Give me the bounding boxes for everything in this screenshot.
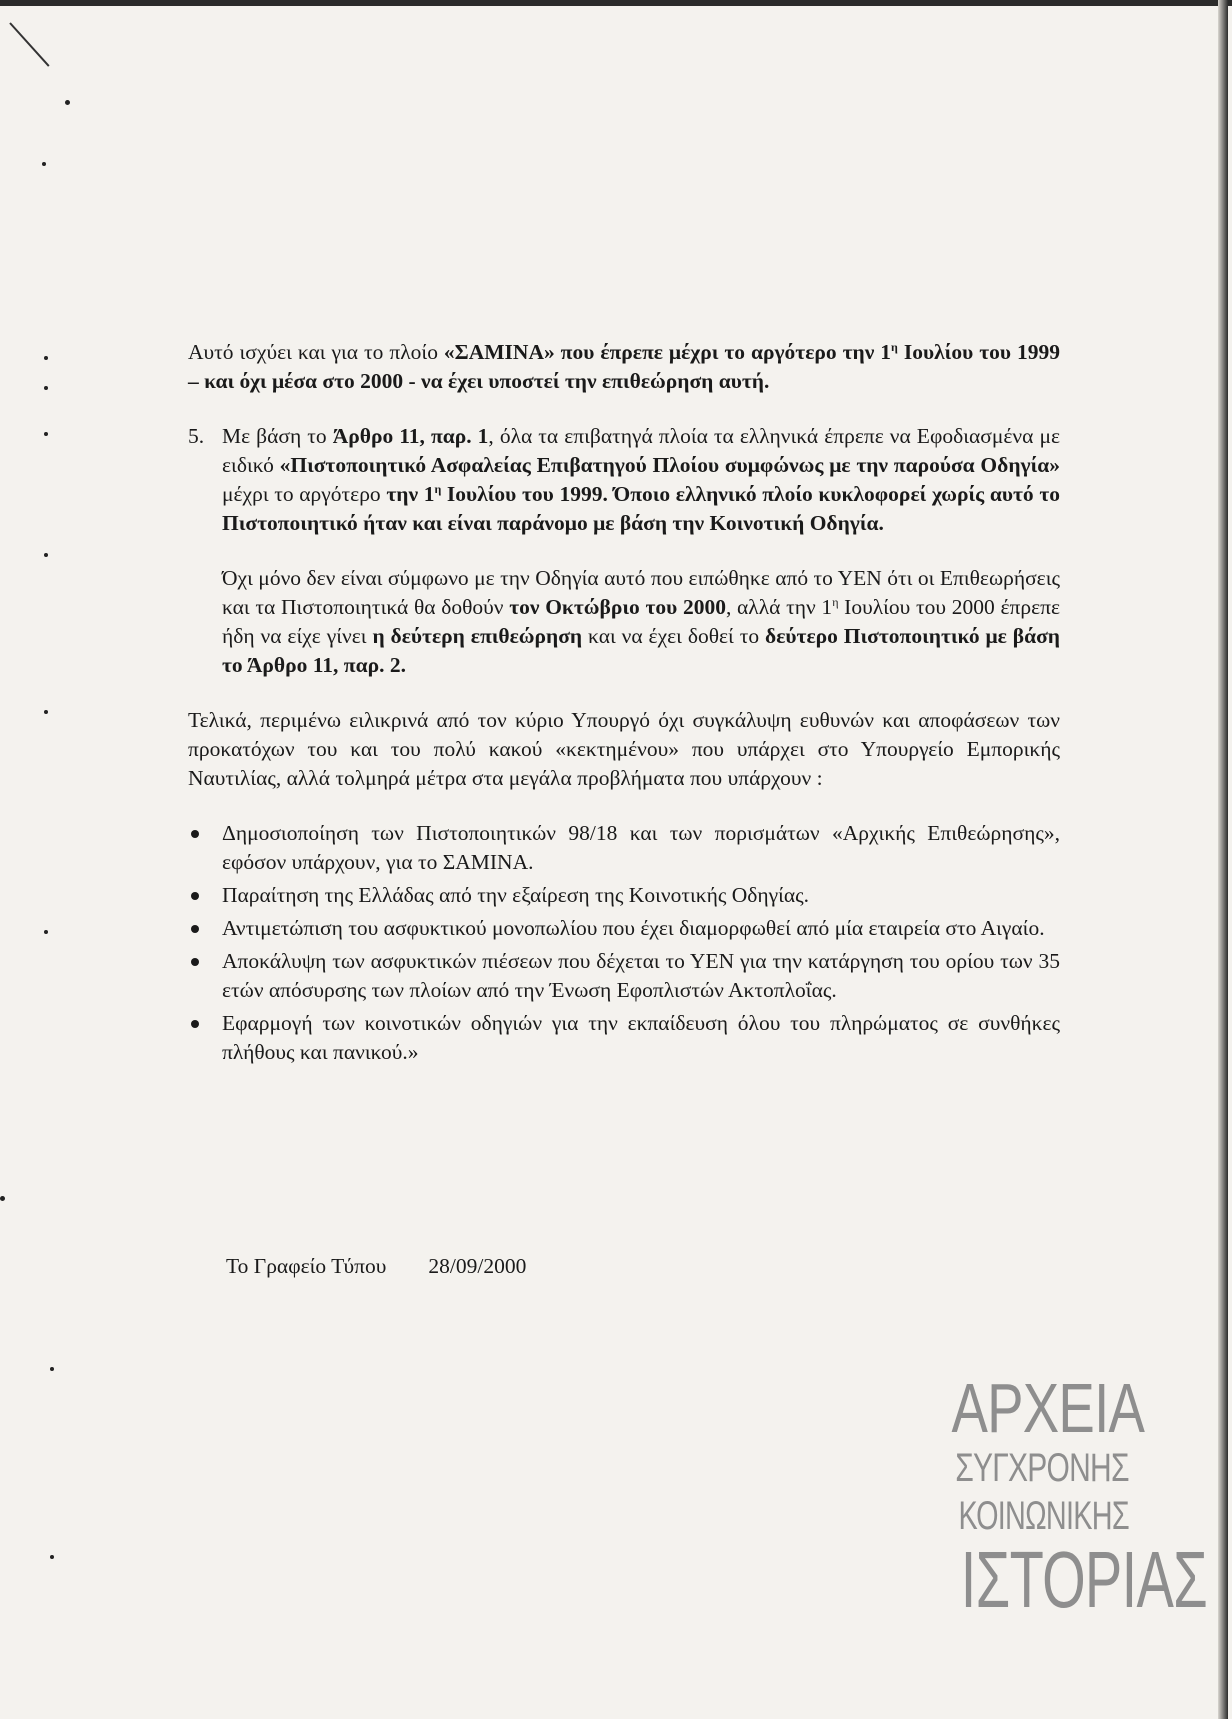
text-run: Ιουλίου του 2000 έπρεπε ήδη να είχε γίνει [222, 595, 1060, 648]
scan-speck [44, 356, 48, 360]
stamp-line-1: ΑΡΧΕΙΑ [951, 1369, 1145, 1447]
scan-speck [50, 1555, 54, 1559]
ordinal-suffix: η [832, 594, 839, 609]
scan-speck [50, 1367, 54, 1371]
archive-stamp [926, 1369, 1208, 1624]
text-run: Αυτό ισχύει και για το πλοίο [188, 340, 444, 364]
scan-border-top [0, 0, 1232, 6]
list-item: Παραίτηση της Ελλάδας από την εξαίρεση της Κοινοτικής Οδηγίας. [188, 881, 1060, 910]
scan-border-right [1218, 0, 1228, 1719]
text-run: Με βάση το [222, 424, 333, 448]
text-run: και να έχει δοθεί το [582, 624, 766, 648]
bold-text: Άρθρο 11, παρ. 1 [332, 424, 489, 448]
letter-body [188, 338, 1060, 1071]
bold-text: τον Οκτώβριο του 2000 [509, 595, 726, 619]
list-item: Εφαρμογή των κοινοτικών οδηγιών για την εκπαίδευση όλου του πληρώματος σε συνθήκες πλήθους και πανικού.» [188, 1009, 1060, 1067]
stamp-line-4: ΙΣΤΟΡΙΑΣ [960, 1535, 1208, 1624]
press-office: Το Γραφείο Τύπου [226, 1254, 387, 1278]
bold-text: Ιουλίου του 1999. Όποιο ελληνικό πλοίο κυκλοφορεί χωρίς αυτό το Πιστοποιητικό ήταν και είναι παράνομο με βάση την Κοινοτική Οδηγία. [222, 482, 1060, 535]
demands-list [188, 819, 1060, 1067]
text-run: μέχρι το αργότερο [222, 482, 387, 506]
paragraph-conclusion: Τελικά, περιμένω ειλικρινά από τον κύριο Υπουργό όχι συγκάλυψη ευθυνών και αποφάσεων των προκατόχων του και του πολύ κακού «κεκτημένου» που υπάρχει στο Υπουργείο Εμπορικής Ναυτιλίας, αλλά τολμηρά μέτρα στα μεγάλα προβλήματα που υπάρχουν : [188, 708, 1060, 790]
paragraph-5 [188, 422, 1060, 538]
scan-speck [44, 710, 48, 714]
bold-text: δεύτερο Πιστοποιητικό με βάση το Άρθρο 11, παρ. 2. [222, 624, 1060, 677]
scan-speck [44, 553, 48, 557]
ordinal-suffix: η [434, 481, 442, 496]
scan-speck [44, 432, 48, 436]
paragraph-samina [188, 338, 1060, 396]
text-run: , όλα τα επιβατηγά πλοία τα ελληνικά έπρεπε να Εφοδιασμένα με ειδικό [222, 424, 1061, 477]
scan-speck [44, 930, 48, 934]
ordinal-suffix: η [891, 339, 898, 354]
signature-line [226, 1252, 526, 1281]
paragraph-article-11 [222, 422, 1060, 538]
list-item: Δημοσιοποίηση των Πιστοποιητικών 98/18 και των πορισμάτων «Αρχικής Επιθεώρησης», εφόσον υπάρχουν, για το ΣΑΜΙΝΑ. [188, 819, 1060, 877]
bold-text: Ιουλίου του 1999 – και όχι μέσα στο 2000 - να έχει υποστεί την επιθεώρηση αυτή. [188, 340, 1060, 393]
bold-text: η δεύτερη επιθεώρηση [372, 624, 583, 648]
scan-speck [42, 162, 46, 166]
stamp-line-3: ΚΟΙΝΩΝΙΚΗΣ [958, 1494, 1129, 1538]
list-item: Αποκάλυψη των ασφυκτικών πιέσεων που δέχεται το ΥΕΝ για την κατάργηση του ορίου των 35 ετών απόσυρσης των πλοίων από την Ένωση Εφοπλιστών Ακτοπλοΐας. [188, 947, 1060, 1005]
bold-text: «Πιστοποιητικό Ασφαλείας Επιβατηγού Πλοίου συμφώνως με την παρούσα Οδηγία» [279, 453, 1060, 477]
scan-artifact-line [9, 22, 49, 66]
bold-text: «ΣΑΜΙΝΑ» που έπρεπε μέχρι το αργότερο την 1 [443, 340, 892, 364]
scan-speck [0, 1196, 5, 1201]
text-run: , αλλά την 1 [725, 595, 833, 619]
bold-text: την 1 [386, 482, 435, 506]
paragraph-number: 5. [188, 424, 205, 448]
scan-speck [65, 100, 70, 105]
stamp-line-2: ΣΥΓΧΡΟΝΗΣ [955, 1446, 1129, 1490]
scan-speck [44, 386, 48, 390]
document-date: 28/09/2000 [428, 1254, 527, 1278]
paragraph-inspections [188, 564, 1060, 680]
list-item: Αντιμετώπιση του ασφυκτικού μονοπωλίου που έχει διαμορφωθεί από μία εταιρεία στο Αιγαίο. [188, 914, 1060, 943]
text-run: Όχι μόνο δεν είναι σύμφωνο με την Οδηγία αυτό που ειπώθηκε από το ΥΕΝ ότι οι Επιθεωρήσεις και τα Πιστοποιητικά θα δοθούν [222, 566, 1060, 619]
